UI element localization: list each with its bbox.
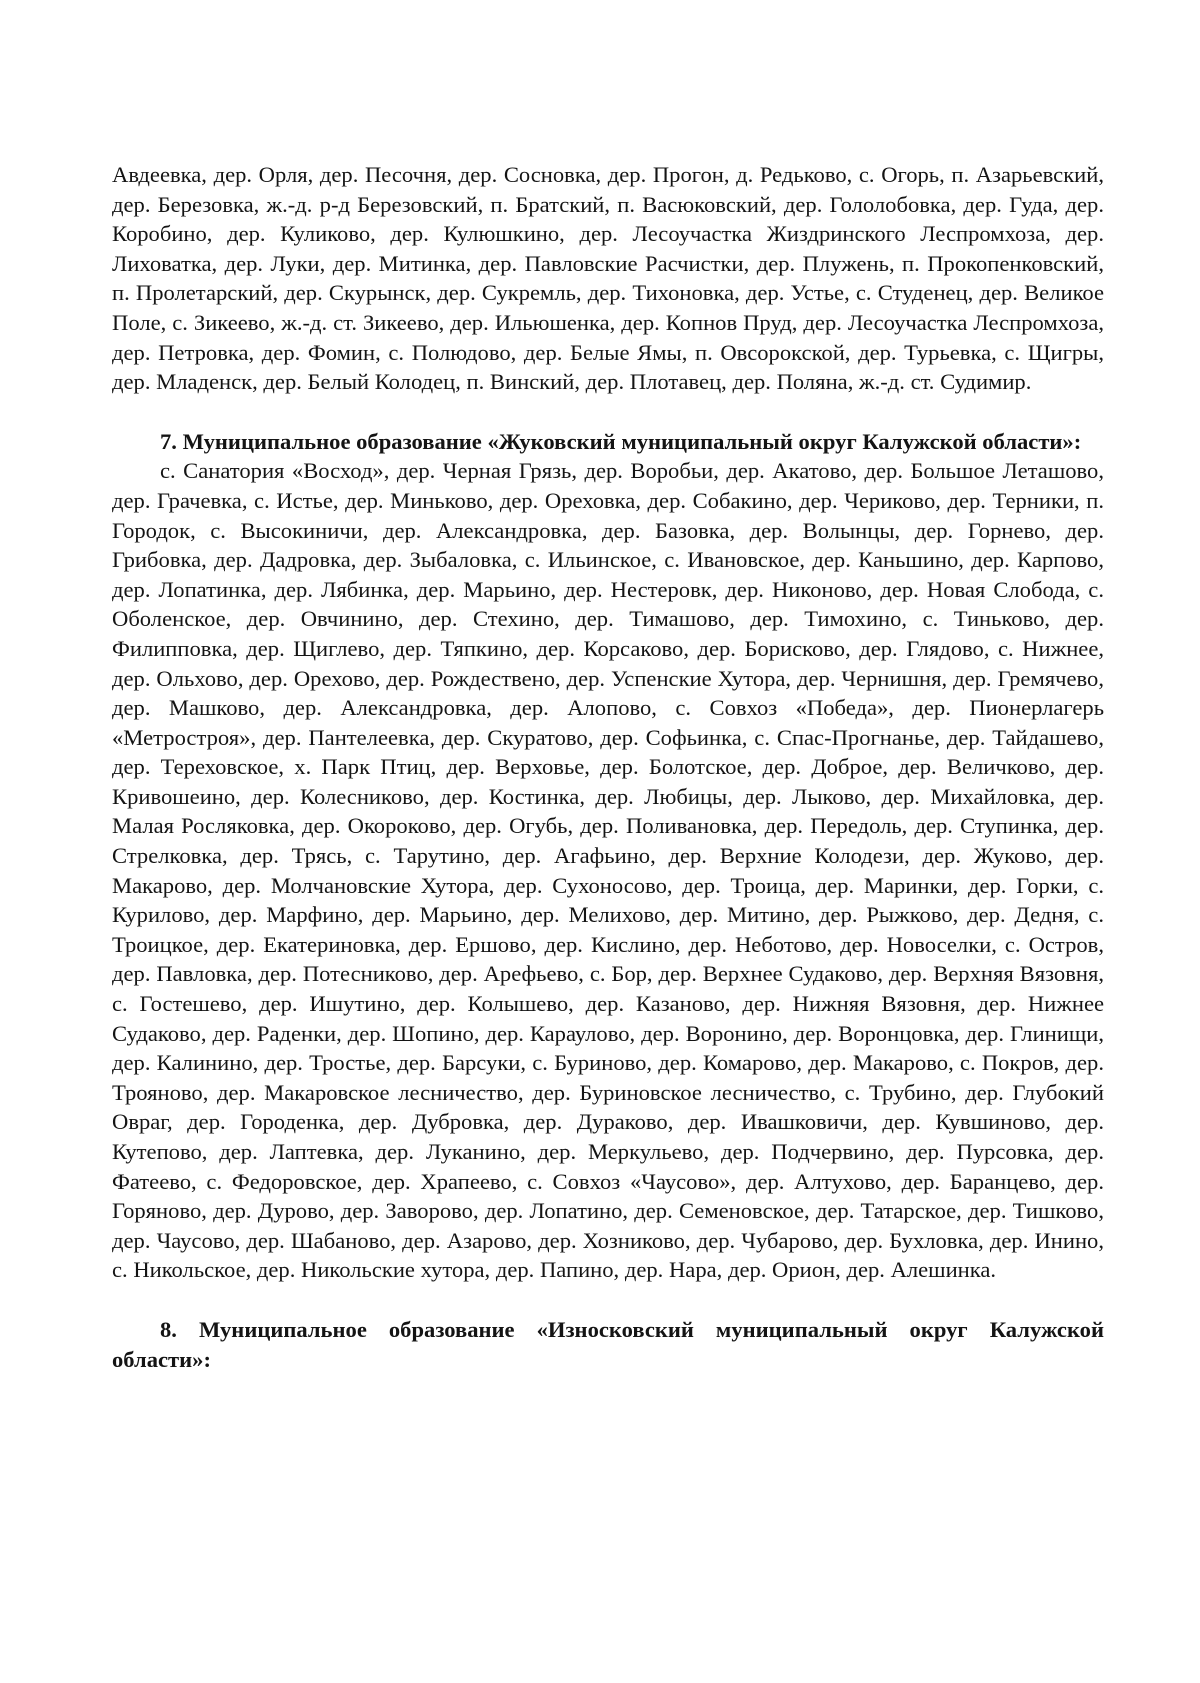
section-gap xyxy=(112,397,1104,427)
settlement-list-zhukovsky: с. Санатория «Восход», дер. Черная Грязь, дер. Воробьи, дер. Акатово, дер. Большое Леташово, дер. Грачевка, с. Истье, дер. Миньково, дер. Ореховка, дер. Собакино, дер. Чериково, дер. Терники, п. Городок, с. Высокиничи, дер. Александровка, дер. Базовка, дер. Волынцы, дер. Горнево, дер. Грибовка, дер. Дадровка, дер. Зыбаловка, с. Ильинское, с. Ивановское, дер. Каньшино, дер. Карпово, дер. Лопатинка, дер. Лябинка, дер. Марьино, дер. Нестеровк, дер. Никоново, дер. Новая Слобода, с. Оболенское, дер. Овчинино, дер. Стехино, дер. Тимашово, дер. Тимохино, с. Тиньково, дер. Филипповка, дер. Щиглево, дер. Тяпкино, дер. Корсаково, дер. Борисково, дер. Глядово, с. Нижнее, дер. Ольхово, дер. Орехово, дер. Рождествено, дер. Успенские Хутора, дер. Чернишня, дер. Гремячево, дер. Машково, дер. Александровка, дер. Алопово, с. Совхоз «Победа», дер. Пионерлагерь «Метростроя», дер. Пантелеевка, дер. Скуратово, дер. Софьинка, с. Спас-Прогнанье, дер. Тайдашево, дер. Тереховское, х. Парк Птиц, дер. Верховье, дер. Болотское, дер. Доброе, дер. Величково, дер. Кривошеино, дер. Колесниково, дер. Костинка, дер. Любицы, дер. Лыково, дер. Михайловка, дер. Малая Росляковка, дер. Окороково, дер. Огубь, дер. Поливановка, дер. Передоль, дер. Ступинка, дер. Стрелковка, дер. Трясь, с. Тарутино, дер. Агафьино, дер. Верхние Колодези, дер. Жуково, дер. Макарово, дер. Молчановские Хутора, дер. Сухоносово, дер. Троица, дер. Маринки, дер. Горки, с. Курилово, дер. Марфино, дер. Марьино, дер. Мелихово, дер. Митино, дер. Рыжково, дер. Дедня, с. Троицкое, дер. Екатериновка, дер. Ершово, дер. Кислино, дер. Неботово, дер. Новоселки, с. Остров, дер. Павловка, дер. Потесниково, дер. Арефьево, с. Бор, дер. Верхнее Судаково, дер. Верхняя Вязовня, с. Гостешево, дер. Ишутино, дер. Колышево, дер. Казаново, дер. Нижняя Вязовня, дер. Нижнее Судаково, дер. Раденки, дер. Шопино, дер. Караулово, дер. Воронино, дер. Воронцовка, дер. Глинищи, дер. Калинино, дер. Тростье, дер. Барсуки, с. Буриново, дер. Комарово, дер. Макарово, с. Покров, дер. Трояново, дер. Макаровское лесничество, дер. Буриновское лесничество, с. Трубино, дер. Глубокий Овраг, дер. Городенка, дер. Дубровка, дер. Дураково, дер. Ивашковичи, дер. Кувшиново, дер. Кутепово, дер. Лаптевка, дер. Луканино, дер. Меркульево, дер. Подчервино, дер. Пурсовка, дер. Фатеево, с. Федоровское, дер. Храпеево, с. Совхоз «Чаусово», дер. Алтухово, дер. Баранцево, дер. Горяново, дер. Дурово, дер. Заворово, дер. Лопатино, дер. Семеновское, дер. Татарское, дер. Тишково, дер. Чаусово, дер. Шабаново, дер. Азарово, дер. Хозниково, дер. Чубарово, дер. Бухловка, дер. Инино, с. Никольское, дер. Никольские хутора, дер. Папино, дер. Нара, дер. Орион, дер. Алешинка. xyxy=(112,458,1104,1283)
section-heading-8: 8. Муниципальное образование «Износковский муниципальный округ Калужской области»: xyxy=(112,1316,1104,1372)
document-page xyxy=(112,160,1104,1374)
settlement-list-continuation: Авдеевка, дер. Орля, дер. Песочня, дер. Сосновка, дер. Прогон, д. Редьково, с. Огорь, п. Азарьевский, дер. Березовка, ж.-д. р-д Березовский, п. Братский, п. Васюковский, дер. Гололобовка, дер. Гуда, дер. Коробино, дер. Куликово, дер. Кулюшкино, дер. Лесоучастка Жиздринского Леспромхоза, дер. Лиховатка, дер. Луки, дер. Митинка, дер. Павловские Расчистки, дер. Плужень, п. Прокопенковский, п. Пролетарский, дер. Скурынск, дер. Сукремль, дер. Тихоновка, дер. Устье, с. Студенец, дер. Великое Поле, с. Зикеево, ж.-д. ст. Зикеево, дер. Ильюшенка, дер. Копнов Пруд, дер. Лесоучастка Леспромхоза, дер. Петровка, дер. Фомин, с. Полюдово, дер. Белые Ямы, п. Овсорокской, дер. Турьевка, с. Щигры, дер. Младенск, дер. Белый Колодец, п. Винский, дер. Плотавец, дер. Поляна, ж.-д. ст. Судимир. xyxy=(112,162,1104,395)
section-gap xyxy=(112,1285,1104,1315)
section-heading-7: 7. Муниципальное образование «Жуковский муниципальный округ Калужской области»: xyxy=(160,428,1082,454)
